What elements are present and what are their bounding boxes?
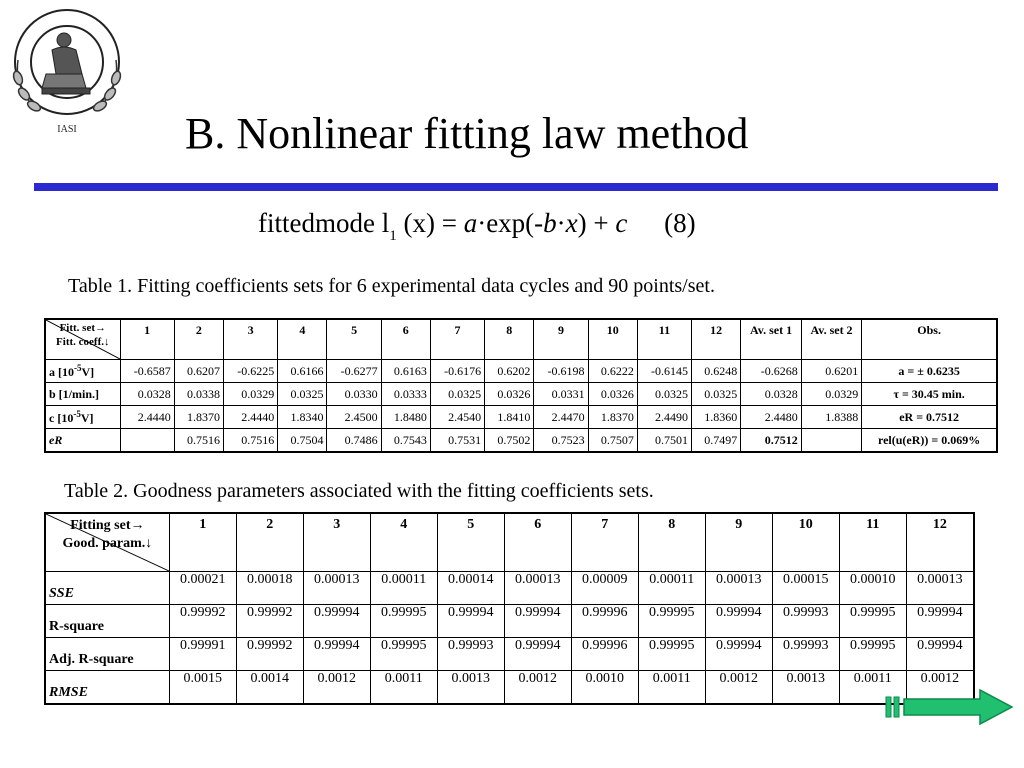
table1-row bbox=[45, 429, 997, 453]
table2-cell: 0.99995 bbox=[638, 605, 705, 638]
table1-obs-cell: a = ± 0.6235 bbox=[862, 360, 997, 383]
table2-header-cell: 10 bbox=[772, 513, 839, 572]
table2-cell: 0.00013 bbox=[705, 572, 772, 605]
table2-cell: 0.00013 bbox=[906, 572, 974, 605]
table1-cell: 0.0330 bbox=[327, 383, 381, 406]
table2-header-cell: 8 bbox=[638, 513, 705, 572]
table2-cell: 0.99993 bbox=[772, 638, 839, 671]
table2-cell: 0.0012 bbox=[906, 671, 974, 705]
formula-dot1: · bbox=[477, 208, 487, 238]
table2-cell: 0.00011 bbox=[638, 572, 705, 605]
formula-a: a bbox=[463, 208, 478, 238]
formula-b: b bbox=[543, 208, 557, 238]
table1-cell: 1.8480 bbox=[381, 406, 430, 429]
table2-row bbox=[45, 638, 974, 671]
table1-cell: 1.8370 bbox=[588, 406, 637, 429]
table1-fitting-coefficients bbox=[44, 318, 998, 453]
table2-cell: 0.99994 bbox=[504, 638, 571, 671]
equation-number: (8) bbox=[664, 208, 696, 238]
table1-header-cell: 2 bbox=[174, 319, 223, 360]
table1-header-cell: 5 bbox=[327, 319, 381, 360]
table1-cell: 0.7502 bbox=[485, 429, 534, 453]
table1-cell: -0.6198 bbox=[534, 360, 588, 383]
table2-row-label: RMSE bbox=[45, 671, 169, 705]
table1-cell: 0.0329 bbox=[801, 383, 861, 406]
table2-cell: 0.99994 bbox=[504, 605, 571, 638]
table1-cell bbox=[120, 429, 174, 453]
table1-row bbox=[45, 360, 997, 383]
table1-cell: 0.6202 bbox=[485, 360, 534, 383]
table2-cell: 0.99993 bbox=[437, 638, 504, 671]
table2-header-row bbox=[45, 513, 974, 572]
table2-cell: 0.00009 bbox=[571, 572, 638, 605]
table1-cell: 2.4500 bbox=[327, 406, 381, 429]
table2-cell: 0.99994 bbox=[303, 605, 370, 638]
table2-header-cell: 4 bbox=[370, 513, 437, 572]
table1-cell: 0.7507 bbox=[588, 429, 637, 453]
table2-header-cell: 9 bbox=[705, 513, 772, 572]
table1-cell: 0.0329 bbox=[224, 383, 278, 406]
formula-eq: = bbox=[441, 208, 457, 238]
table1-header-cell: 1 bbox=[120, 319, 174, 360]
table2-cell: 0.99993 bbox=[772, 605, 839, 638]
table2-cell: 0.99994 bbox=[705, 605, 772, 638]
table1-cell: 2.4480 bbox=[741, 406, 801, 429]
table1-cell: 0.0325 bbox=[278, 383, 327, 406]
table1-cell: 2.4490 bbox=[637, 406, 691, 429]
table1-cell: 1.8388 bbox=[801, 406, 861, 429]
table2-cell: 0.99994 bbox=[303, 638, 370, 671]
table2-cell: 0.00013 bbox=[504, 572, 571, 605]
table1-obs-cell: rel(u(eR)) = 0.069% bbox=[862, 429, 997, 453]
table2-cell: 0.99992 bbox=[169, 605, 236, 638]
table2-row-label: Adj. R-square bbox=[45, 638, 169, 671]
table2-cell: 0.99996 bbox=[571, 638, 638, 671]
table2-header-cell: 6 bbox=[504, 513, 571, 572]
table1-cell: 0.7523 bbox=[534, 429, 588, 453]
table2-corner-cell bbox=[45, 513, 169, 572]
table2-row-label: R-square bbox=[45, 605, 169, 638]
table1-cell: 0.6222 bbox=[588, 360, 637, 383]
table1-header-cell: 6 bbox=[381, 319, 430, 360]
table1-cell: 0.7486 bbox=[327, 429, 381, 453]
table2-goodness-parameters bbox=[44, 512, 975, 705]
table1-header-cell: 9 bbox=[534, 319, 588, 360]
table2-corner-bottom: Good. param.↓ bbox=[62, 536, 153, 551]
table2-cell: 0.0012 bbox=[303, 671, 370, 705]
table1-cell: 0.6248 bbox=[692, 360, 741, 383]
table1-cell: 0.6201 bbox=[801, 360, 861, 383]
table1-cell: 2.4440 bbox=[120, 406, 174, 429]
formula-inner-close: ) bbox=[577, 208, 587, 238]
table1-cell: 2.4470 bbox=[534, 406, 588, 429]
table1-cell: -0.6145 bbox=[637, 360, 691, 383]
table2-cell: 0.0012 bbox=[504, 671, 571, 705]
table2-cell: 0.0010 bbox=[571, 671, 638, 705]
table1-cell: 0.0328 bbox=[120, 383, 174, 406]
formula-dot2: · bbox=[556, 208, 566, 238]
table2-corner-top: Fitting set→ bbox=[70, 518, 145, 533]
formula-inner-open: (- bbox=[525, 208, 544, 238]
table2-header-cell: 11 bbox=[839, 513, 906, 572]
table2-row bbox=[45, 572, 974, 605]
table1-row bbox=[45, 406, 997, 429]
table1-cell bbox=[801, 429, 861, 453]
table1-cell: 0.0325 bbox=[430, 383, 484, 406]
table1-obs-cell: τ = 30.45 min. bbox=[862, 383, 997, 406]
table2-row bbox=[45, 605, 974, 638]
table1-cell: 0.0326 bbox=[588, 383, 637, 406]
table1-header-cell: 8 bbox=[485, 319, 534, 360]
table1-cell: -0.6176 bbox=[430, 360, 484, 383]
table1-header-cell: Av. set 1 bbox=[741, 319, 801, 360]
table1-cell: 0.0325 bbox=[692, 383, 741, 406]
table2-cell: 0.0011 bbox=[370, 671, 437, 705]
table1-cell: 0.7504 bbox=[278, 429, 327, 453]
table1-header-cell: 11 bbox=[637, 319, 691, 360]
table1-corner-cell bbox=[45, 319, 120, 360]
table1-header-cell: 4 bbox=[278, 319, 327, 360]
table1-cell: 0.0331 bbox=[534, 383, 588, 406]
slide-title: B. Nonlinear fitting law method bbox=[185, 109, 749, 158]
table2-cell: 0.99994 bbox=[906, 605, 974, 638]
table1-row bbox=[45, 383, 997, 406]
next-arrow-icon[interactable] bbox=[886, 690, 1012, 724]
table1-cell: 1.8410 bbox=[485, 406, 534, 429]
table2-cell: 0.0011 bbox=[839, 671, 906, 705]
table2-cell: 0.0012 bbox=[705, 671, 772, 705]
table2-cell: 0.99995 bbox=[839, 638, 906, 671]
table1-cell: 0.6207 bbox=[174, 360, 223, 383]
table1-cell: 0.7512 bbox=[741, 429, 801, 453]
table2-cell: 0.99995 bbox=[638, 638, 705, 671]
table2-row-label: SSE bbox=[45, 572, 169, 605]
table1-cell: 0.0328 bbox=[741, 383, 801, 406]
table1-cell: 1.8370 bbox=[174, 406, 223, 429]
table2-cell: 0.99994 bbox=[437, 605, 504, 638]
table1-cell: -0.6277 bbox=[327, 360, 381, 383]
formula-lhs: fittedmode l bbox=[258, 208, 390, 238]
table2-header-cell: 12 bbox=[906, 513, 974, 572]
table2-cell: 0.00011 bbox=[370, 572, 437, 605]
table2-header-cell: 2 bbox=[236, 513, 303, 572]
table1-cell: -0.6587 bbox=[120, 360, 174, 383]
table2-cell: 0.0013 bbox=[772, 671, 839, 705]
table2-header-cell: 5 bbox=[437, 513, 504, 572]
table2-cell: 0.0015 bbox=[169, 671, 236, 705]
table2-cell: 0.00015 bbox=[772, 572, 839, 605]
table2-cell: 0.99994 bbox=[705, 638, 772, 671]
next-slide-button[interactable] bbox=[884, 687, 1016, 727]
table2-cell: 0.0011 bbox=[638, 671, 705, 705]
table1-cell: 1.8360 bbox=[692, 406, 741, 429]
formula-x: x bbox=[565, 208, 578, 238]
table1-cell: 0.0326 bbox=[485, 383, 534, 406]
table1-header-cell: Av. set 2 bbox=[801, 319, 861, 360]
university-logo bbox=[6, 0, 128, 140]
table2-cell: 0.99995 bbox=[370, 638, 437, 671]
table1-cell: -0.6268 bbox=[741, 360, 801, 383]
table2-cell: 0.99996 bbox=[571, 605, 638, 638]
table1-row-label: c $[10^{-5}V]$ bbox=[45, 406, 120, 429]
table2-cell: 0.00018 bbox=[236, 572, 303, 605]
table1-header-cell: 12 bbox=[692, 319, 741, 360]
table2-cell: 0.00021 bbox=[169, 572, 236, 605]
formula-plus: + bbox=[593, 208, 609, 238]
table1-cell: 2.4540 bbox=[430, 406, 484, 429]
table1-row-label: b [1/min.] bbox=[45, 383, 120, 406]
table1-corner-bottom: Fitt. coeff.↓ bbox=[56, 336, 110, 348]
table2-cell: 0.00013 bbox=[303, 572, 370, 605]
table2-cell: 0.99995 bbox=[839, 605, 906, 638]
svg-text:IASI: IASI bbox=[57, 124, 77, 135]
table1-obs-cell: eR = 0.7512 bbox=[862, 406, 997, 429]
table1-cell: 1.8340 bbox=[278, 406, 327, 429]
table1-cell: 0.7543 bbox=[381, 429, 430, 453]
table1-caption: Table 1. Fitting coefficients sets for 6 experimental data cycles and 90 points/set. bbox=[68, 275, 715, 297]
table2-cell: 0.99995 bbox=[370, 605, 437, 638]
table2-cell: 0.00014 bbox=[437, 572, 504, 605]
table1-row-label: eR bbox=[45, 429, 120, 453]
table2-header-cell: 7 bbox=[571, 513, 638, 572]
table2-cell: 0.00010 bbox=[839, 572, 906, 605]
table1-cell: 0.7531 bbox=[430, 429, 484, 453]
table1-cell: 0.0338 bbox=[174, 383, 223, 406]
formula-subscript: 1 bbox=[389, 228, 397, 244]
formula-arg: (x) bbox=[403, 208, 435, 238]
table2-cell: 0.0013 bbox=[437, 671, 504, 705]
table1-row-label: a $[10^{-5}V]$ bbox=[45, 360, 120, 383]
table1-cell: 0.7516 bbox=[224, 429, 278, 453]
table2-cell: 0.99992 bbox=[236, 605, 303, 638]
table1-cell: -0.6225 bbox=[224, 360, 278, 383]
table1-cell: 0.6166 bbox=[278, 360, 327, 383]
formula-exp: exp bbox=[486, 208, 526, 238]
table1-cell: 0.7497 bbox=[692, 429, 741, 453]
table1-cell: 2.4440 bbox=[224, 406, 278, 429]
table1-header-row bbox=[45, 319, 997, 360]
table1-header-cell: 7 bbox=[430, 319, 484, 360]
table1-cell: 0.6163 bbox=[381, 360, 430, 383]
table1-cell: 0.7501 bbox=[637, 429, 691, 453]
title-divider bbox=[34, 183, 998, 191]
table1-corner-top: Fitt. set→ bbox=[59, 322, 106, 334]
table2-row bbox=[45, 671, 974, 705]
table2-cell: 0.99994 bbox=[906, 638, 974, 671]
table1-header-cell: Obs. bbox=[862, 319, 997, 360]
table1-header-cell: 10 bbox=[588, 319, 637, 360]
table1-header-cell: 3 bbox=[224, 319, 278, 360]
table2-cell: 0.0014 bbox=[236, 671, 303, 705]
table2-header-cell: 1 bbox=[169, 513, 236, 572]
formula-c: c bbox=[615, 208, 628, 238]
table1-cell: 0.0333 bbox=[381, 383, 430, 406]
fitting-formula bbox=[258, 208, 696, 244]
table2-header-cell: 3 bbox=[303, 513, 370, 572]
table2-cell: 0.99992 bbox=[236, 638, 303, 671]
table2-cell: 0.99991 bbox=[169, 638, 236, 671]
table1-cell: 0.0325 bbox=[637, 383, 691, 406]
table1-cell: 0.7516 bbox=[174, 429, 223, 453]
table2-caption: Table 2. Goodness parameters associated with the fitting coefficients sets. bbox=[64, 480, 654, 502]
